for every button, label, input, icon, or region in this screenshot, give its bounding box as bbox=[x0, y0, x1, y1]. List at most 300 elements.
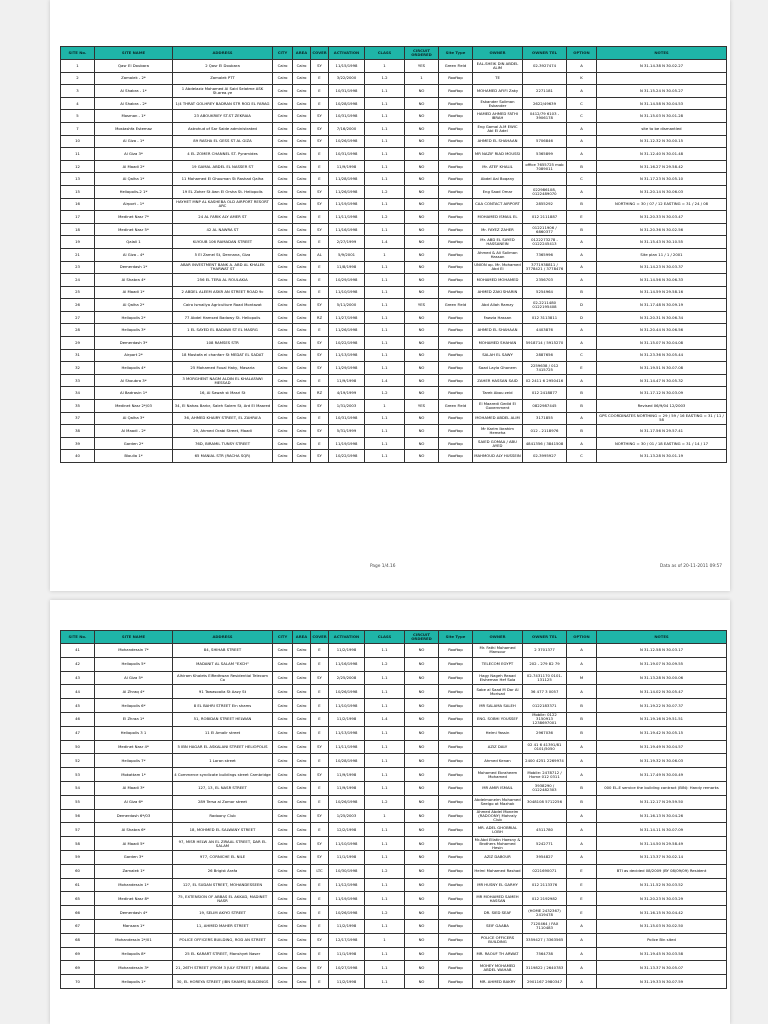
table-cell: YES bbox=[405, 400, 439, 413]
table-cell: Rooftop bbox=[439, 740, 473, 754]
table-cell: NO bbox=[405, 223, 439, 236]
table-cell: NO bbox=[405, 261, 439, 274]
table-cell: N 31.12.17 N 29.59.50 bbox=[597, 795, 727, 809]
table-cell: 11/13/1998 bbox=[329, 726, 365, 740]
table-cell: Cairo bbox=[273, 425, 293, 438]
table-cell: N 31.14.58 N 30.04.53 bbox=[597, 97, 727, 110]
table-cell: AHMED ZAKI SHARIN bbox=[473, 286, 523, 299]
table-cell: TE bbox=[473, 72, 523, 85]
table-cell: Cairo bbox=[293, 337, 311, 350]
table-cell: Cairo bbox=[293, 726, 311, 740]
table-cell: Heliopolis 2* bbox=[95, 311, 173, 324]
table-cell: 70 bbox=[61, 975, 95, 989]
table-cell: RZ bbox=[311, 387, 329, 400]
table-cell: Cairo bbox=[273, 248, 293, 261]
table-cell: 256 EL TERA AL ROULAKIA bbox=[173, 274, 273, 287]
table-cell: TELECOM EGYPT bbox=[473, 657, 523, 671]
table-cell: NO bbox=[405, 324, 439, 337]
column-header: Site Type bbox=[439, 47, 473, 60]
table-cell: NO bbox=[405, 185, 439, 198]
table-cell: N 31.19.07 N 30.09.55 bbox=[597, 657, 727, 671]
table-cell: 2967036 bbox=[523, 726, 567, 740]
table-cell: 012 2111887 bbox=[523, 211, 567, 224]
table-row bbox=[61, 274, 727, 287]
table-cell: Bloulia 1* bbox=[95, 450, 173, 463]
table-cell: Cairo bbox=[293, 425, 311, 438]
table-cell: 7365996 bbox=[523, 248, 567, 261]
column-header: CLASS bbox=[365, 47, 405, 60]
table-cell: E bbox=[311, 211, 329, 224]
table-cell: Rooftop bbox=[439, 657, 473, 671]
table-cell: NO bbox=[405, 274, 439, 287]
table-cell: NO bbox=[405, 437, 439, 450]
table-cell: Astrohud of Sar Saide administrated bbox=[173, 122, 273, 135]
table-cell: 4 Commerce syndicate buildings street Cambridge bbox=[173, 768, 273, 782]
table-cell: 1.1 bbox=[365, 110, 405, 123]
table-cell: 1.1 bbox=[365, 223, 405, 236]
table-cell: 1.1 bbox=[365, 685, 405, 699]
table-cell: M bbox=[567, 671, 597, 685]
table-cell: 35 bbox=[61, 400, 95, 413]
table-cell: 012 - 2118976 bbox=[523, 425, 567, 438]
table-cell: NO bbox=[405, 712, 439, 726]
table-cell: Cairo bbox=[273, 961, 293, 975]
table-cell: Cairo bbox=[273, 809, 293, 823]
table-cell: E bbox=[311, 236, 329, 249]
table-cell: Cairo bbox=[273, 878, 293, 892]
table-cell: SY bbox=[311, 110, 329, 123]
table-cell: NO bbox=[405, 644, 439, 658]
column-header: ADDRESS bbox=[173, 47, 273, 60]
table-cell: Cairo bbox=[273, 740, 293, 754]
document-page-2 bbox=[50, 600, 730, 1024]
table-cell: A bbox=[567, 657, 597, 671]
table-cell: 4511780 bbox=[523, 823, 567, 837]
table-cell: Cairo bbox=[273, 864, 293, 878]
table-cell: 11/15/1998 bbox=[329, 60, 365, 73]
table-cell: RZ bbox=[311, 311, 329, 324]
table-cell: NO bbox=[405, 726, 439, 740]
table-cell: 23 ABOUKRIEY ST.ST ZEKRAIA bbox=[173, 110, 273, 123]
table-cell: 5/9/2001 bbox=[329, 248, 365, 261]
table-cell: Cairo bbox=[293, 274, 311, 287]
table-cell: NO bbox=[405, 349, 439, 362]
table-cell: 51, ROBIDAN STREET HELWAN bbox=[173, 712, 273, 726]
table-row bbox=[61, 362, 727, 375]
table-cell: N 31.17.48 N 30.09.19 bbox=[597, 299, 727, 312]
table-cell: Eskander Soliman Eskander bbox=[473, 97, 523, 110]
table-cell: B bbox=[567, 726, 597, 740]
column-header: CIRCUIT ORDERED bbox=[405, 47, 439, 60]
table-cell: 11/10/1998 bbox=[329, 286, 365, 299]
table-cell: Cairo bbox=[293, 85, 311, 98]
table-cell: N 31.13.28 N 30.01.19 bbox=[597, 450, 727, 463]
table-cell: 1.1 bbox=[365, 412, 405, 425]
table-cell: 11/19/1998 bbox=[329, 198, 365, 211]
table-cell: A bbox=[567, 60, 597, 73]
table-cell bbox=[523, 173, 567, 186]
table-cell: Cairo bbox=[293, 644, 311, 658]
table-cell: 2400 4251 2269974 bbox=[523, 754, 567, 768]
table-cell: 53 bbox=[61, 768, 95, 782]
table-cell: Rooftop bbox=[439, 261, 473, 274]
table-cell: Site plan 11 / 1 / 2001 bbox=[597, 248, 727, 261]
table-cell: 40 bbox=[61, 450, 95, 463]
table-cell: 1.1 bbox=[365, 135, 405, 148]
table-cell: Rooftop bbox=[439, 975, 473, 989]
table-cell: 11/10/1998 bbox=[329, 699, 365, 713]
table-cell: Rooftop bbox=[439, 685, 473, 699]
table-cell: 1 bbox=[365, 400, 405, 413]
table-cell: N 31.14.50 N 29.58.49 bbox=[597, 837, 727, 851]
table-cell: 2887656 bbox=[523, 349, 567, 362]
table-cell: Garden 3* bbox=[95, 850, 173, 864]
table-cell: Heliopolis 4* bbox=[95, 362, 173, 375]
table-cell: Rooftop bbox=[439, 337, 473, 350]
table-cell: N 31.17.23 N 30.05.10 bbox=[597, 173, 727, 186]
table-cell: 1 bbox=[405, 72, 439, 85]
table-cell: E bbox=[311, 85, 329, 98]
table-cell: 7/16/2000 bbox=[329, 122, 365, 135]
table-cell: 11/29/1998 bbox=[329, 362, 365, 375]
table-cell: 1.1 bbox=[365, 878, 405, 892]
table-cell: 1.1 bbox=[365, 781, 405, 795]
table-cell: Rooftop bbox=[439, 425, 473, 438]
table-cell: 34, El Nahas Barbr, Saleh Salem St, Ard El Maared bbox=[173, 400, 273, 413]
table-cell: GPS COORDINATES NORTHING = 29 / 59 / 16 EASTING = 31 / 11 / 58 bbox=[597, 412, 727, 425]
table-cell: NO bbox=[405, 837, 439, 851]
table-cell: N 31.23.36 N 30.05.44 bbox=[597, 349, 727, 362]
table-cell: 11/2/1998 bbox=[329, 644, 365, 658]
table-cell: 02 2411 6 2950416 bbox=[523, 374, 567, 387]
table-cell: N 31.19.45 N 30.03.58 bbox=[597, 947, 727, 961]
table-cell: Cairo bbox=[273, 72, 293, 85]
table-cell: Al Maadi 5* bbox=[95, 837, 173, 851]
table-cell: 1.1 bbox=[365, 299, 405, 312]
table-row bbox=[61, 919, 727, 933]
table-cell: SY bbox=[311, 837, 329, 851]
table-row bbox=[61, 173, 727, 186]
table-cell: Cairo bbox=[273, 712, 293, 726]
page-number: Page 1/4.16 bbox=[370, 564, 396, 569]
table-cell: 31 bbox=[61, 349, 95, 362]
table-row bbox=[61, 337, 727, 350]
column-header: CITY bbox=[273, 631, 293, 644]
table-cell: Al Giza - 4* bbox=[95, 248, 173, 261]
table-cell: SY bbox=[311, 362, 329, 375]
column-header: NOTES bbox=[597, 631, 727, 644]
table-cell: Abd Allah Ramzy bbox=[473, 299, 523, 312]
table-cell: SY bbox=[311, 450, 329, 463]
table-cell: Heliopolis 5* bbox=[95, 657, 173, 671]
table-cell: 1.1 bbox=[365, 699, 405, 713]
table-cell: Medinet Nasr 7* bbox=[95, 211, 173, 224]
table-cell: B bbox=[567, 712, 597, 726]
table-cell: 25 EL KARART STREET, Manshyet Naser bbox=[173, 947, 273, 961]
table-cell: Cairo bbox=[273, 947, 293, 961]
table-cell: E bbox=[311, 919, 329, 933]
table-row bbox=[61, 450, 727, 463]
table-cell: 1.1 bbox=[365, 173, 405, 186]
table-cell: Cairo bbox=[273, 795, 293, 809]
table-cell: Cairo Ismailya Agriculture Road Montazat bbox=[173, 299, 273, 312]
table-cell: 10/22/1998 bbox=[329, 337, 365, 350]
table-cell: SY bbox=[311, 349, 329, 362]
table-header-row bbox=[61, 631, 727, 644]
table-cell: E bbox=[311, 878, 329, 892]
table-cell: Heliopolis 6* bbox=[95, 699, 173, 713]
table-cell: 11/9/1998 bbox=[329, 781, 365, 795]
table-cell: Cairo bbox=[293, 286, 311, 299]
table-cell: 11/11/1998 bbox=[329, 740, 365, 754]
column-header: ADDRESS bbox=[173, 631, 273, 644]
table-cell: SY bbox=[311, 122, 329, 135]
table-cell: C bbox=[567, 450, 597, 463]
table-cell: (HOME 2432367) 2419478 bbox=[523, 906, 567, 920]
table-cell: 1.1 bbox=[365, 122, 405, 135]
table-cell: AHMED EL SHAHAAN bbox=[473, 324, 523, 337]
table-row bbox=[61, 878, 727, 892]
table-cell: Helmi Yassin bbox=[473, 726, 523, 740]
table-cell: 1/4 THRAT GOLHREY BADRAN STR ROD EL FARAG bbox=[173, 97, 273, 110]
table-cell: MADANIT AL SALAM "EXCH" bbox=[173, 657, 273, 671]
table-cell: N 31.12.40 N 30.01.48 bbox=[597, 148, 727, 161]
table-cell: Cairo bbox=[273, 657, 293, 671]
table-cell: E bbox=[567, 906, 597, 920]
table-cell bbox=[523, 809, 567, 823]
table-cell: 2259638 / 012 7415725 bbox=[523, 362, 567, 375]
table-cell: Mohandessin 2*/01 bbox=[95, 933, 173, 947]
table-cell: KLYOUB 106 RAMADAN STREET bbox=[173, 236, 273, 249]
table-row bbox=[61, 740, 727, 754]
table-cell: A bbox=[567, 975, 597, 989]
table-cell: N 31.16.15 N 30.04.42 bbox=[597, 906, 727, 920]
table-cell: B bbox=[567, 387, 597, 400]
column-header: OPTION bbox=[567, 631, 597, 644]
table-cell: Cairo bbox=[293, 173, 311, 186]
table-cell: Mr. Fathi Mohamed Mansour bbox=[473, 644, 523, 658]
table-cell: Cairo bbox=[293, 850, 311, 864]
table-cell: SY bbox=[311, 400, 329, 413]
table-cell: Cairo bbox=[293, 947, 311, 961]
table-cell: Mohandessin 3* bbox=[95, 961, 173, 975]
table-cell: N 31.13.28 N 30.00.06 bbox=[597, 671, 727, 685]
table-cell: Al Shabra - 2* bbox=[95, 97, 173, 110]
table-cell: MR NAZIF RIAD MOUSSI bbox=[473, 148, 523, 161]
table-cell: Cairo bbox=[293, 185, 311, 198]
table-cell: A bbox=[567, 135, 597, 148]
table-cell: 1 Loran street bbox=[173, 754, 273, 768]
table-cell: Cairo bbox=[293, 211, 311, 224]
table-row bbox=[61, 374, 727, 387]
table-cell: 1.1 bbox=[365, 947, 405, 961]
table-cell: Rooftop bbox=[439, 671, 473, 685]
table-cell: Cairo bbox=[293, 795, 311, 809]
table-cell: Al Giza - 1* bbox=[95, 135, 173, 148]
table-cell: A bbox=[567, 740, 597, 754]
table-cell: Cairo bbox=[273, 754, 293, 768]
table-cell: 1.1 bbox=[365, 425, 405, 438]
table-cell: 26 Brigist Arafa bbox=[173, 864, 273, 878]
table-cell: 16 bbox=[61, 198, 95, 211]
table-cell: 1.4 bbox=[365, 712, 405, 726]
table-cell: Cairo bbox=[293, 975, 311, 989]
table-cell: A bbox=[567, 374, 597, 387]
table-cell: N 31.14.56 N 30.06.33 bbox=[597, 274, 727, 287]
table-cell: 4403876 bbox=[523, 324, 567, 337]
table-row bbox=[61, 60, 727, 73]
table-cell: Mohandessin 7* bbox=[95, 644, 173, 658]
table-cell: 02-3927474 bbox=[523, 60, 567, 73]
table-cell: A bbox=[567, 324, 597, 337]
table-cell: NO bbox=[405, 823, 439, 837]
table-cell: 97, MISR HELW AN EL ZIRAAL STREET, DAR EL SALAM bbox=[173, 837, 273, 851]
table-cell: A bbox=[567, 685, 597, 699]
table-cell: 36 477 3 0057 bbox=[523, 685, 567, 699]
table-cell: B bbox=[567, 699, 597, 713]
table-cell: Rooftop bbox=[439, 712, 473, 726]
table-cell: E bbox=[311, 726, 329, 740]
table-cell: 10/31/1998 bbox=[329, 148, 365, 161]
table-cell: Cairo bbox=[273, 906, 293, 920]
table-cell: 02-3995927 bbox=[523, 450, 567, 463]
table-cell: Medinet Nasr 2*/03 bbox=[95, 400, 173, 413]
table-cell: MR HUSNY EL GARHY bbox=[473, 878, 523, 892]
table-cell: MR MOHAMED SAMEH HASSAN bbox=[473, 892, 523, 906]
table-cell: Rooftop bbox=[439, 72, 473, 85]
table-cell: N 31.15.24 N 30.05.27 bbox=[597, 85, 727, 98]
table-cell: 1.2 bbox=[365, 906, 405, 920]
table-cell: SY bbox=[311, 223, 329, 236]
table-cell: 1 bbox=[61, 60, 95, 73]
table-cell: 29, Ahmed Orabi Street, Maadi bbox=[173, 425, 273, 438]
table-cell: Medinet Nasr 8* bbox=[95, 892, 173, 906]
table-cell: HAYHET MNP AL KASHEBA OLD AIRPORT RESORT ARC bbox=[173, 198, 273, 211]
site-list-table bbox=[60, 630, 727, 989]
table-cell: 10/26/1998 bbox=[329, 795, 365, 809]
table-cell: Cairo bbox=[273, 850, 293, 864]
table-cell: A bbox=[567, 274, 597, 287]
table-cell: N 31.20.23 N 30.03.29 bbox=[597, 892, 727, 906]
table-row bbox=[61, 198, 727, 211]
table-cell: Police Bin sited bbox=[597, 933, 727, 947]
table-cell: Cairo bbox=[293, 809, 311, 823]
table-cell: 10/31/1998 bbox=[329, 110, 365, 123]
table-cell: Mobile: 0122 3150913 1238697001 bbox=[523, 712, 567, 726]
table-cell bbox=[523, 72, 567, 85]
table-row bbox=[61, 712, 727, 726]
table-cell: Ahmed Kenan bbox=[473, 754, 523, 768]
table-cell: 68 bbox=[61, 933, 95, 947]
table-cell: Cairo bbox=[293, 299, 311, 312]
table-cell: Rooftop bbox=[439, 892, 473, 906]
table-cell: YES bbox=[405, 60, 439, 73]
table-cell: 19 GAMAL ABDEL EL NASSER ST bbox=[173, 160, 273, 173]
table-cell: Cairo bbox=[293, 906, 311, 920]
table-cell: Cairo bbox=[273, 450, 293, 463]
table-row bbox=[61, 110, 727, 123]
table-cell: 11/1/1998 bbox=[329, 850, 365, 864]
table-cell: Al Giza 6* bbox=[95, 795, 173, 809]
site-table-2 bbox=[60, 630, 726, 989]
table-cell: Garden 2* bbox=[95, 437, 173, 450]
table-cell: 11/9/1998 bbox=[329, 374, 365, 387]
table-cell: 58 bbox=[61, 837, 95, 851]
table-cell: 36, AHMED KHAIRY STREET, EL ZAHRA'A bbox=[173, 412, 273, 425]
table-cell: SY bbox=[311, 425, 329, 438]
table-cell: 1 bbox=[365, 809, 405, 823]
table-cell: E bbox=[311, 685, 329, 699]
table-cell: Cairo bbox=[273, 324, 293, 337]
table-cell: 11/2/1998 bbox=[329, 975, 365, 989]
table-cell: 2/27/1999 bbox=[329, 236, 365, 249]
table-cell: El Maaredi Gedid El Government bbox=[473, 400, 523, 413]
table-cell: 02-2211480 0122195408 bbox=[523, 299, 567, 312]
table-cell: 19 EL Zoher St Awn El Orsha St. Heliopolis bbox=[173, 185, 273, 198]
table-cell: Rooftop bbox=[439, 173, 473, 186]
table-cell: E bbox=[311, 657, 329, 671]
table-cell: Rooftop bbox=[439, 211, 473, 224]
table-cell: 23 bbox=[61, 261, 95, 274]
table-cell: NO bbox=[405, 768, 439, 782]
table-cell: AZIZ DABOUR bbox=[473, 850, 523, 864]
table-cell: B bbox=[567, 286, 597, 299]
table-cell: Rooftop bbox=[439, 110, 473, 123]
table-cell: 10/26/1998 bbox=[329, 685, 365, 699]
table-cell: Abdel Aal Boqany bbox=[473, 173, 523, 186]
table-cell: 0122273278 - 0122245413 bbox=[523, 236, 567, 249]
table-cell: Heliopolis 3 1 bbox=[95, 726, 173, 740]
table-cell: Rooftop bbox=[439, 236, 473, 249]
table-cell: YES bbox=[405, 299, 439, 312]
table-cell: NO bbox=[405, 933, 439, 947]
table-cell: 50 bbox=[61, 740, 95, 754]
table-cell: 11/19/1998 bbox=[329, 437, 365, 450]
table-cell: N 31.14.02 N 30.05.47 bbox=[597, 685, 727, 699]
table-cell: Zamalek 1* bbox=[95, 864, 173, 878]
table-cell: Cairo bbox=[273, 185, 293, 198]
table-row bbox=[61, 726, 727, 740]
table-cell: MOHEY MOHAMED ABDEL WAHAB bbox=[473, 961, 523, 975]
table-cell: N 31.20.36 N 30.02.56 bbox=[597, 223, 727, 236]
table-cell: 17 bbox=[61, 211, 95, 224]
table-row bbox=[61, 211, 727, 224]
table-cell: 11/2/1998 bbox=[329, 712, 365, 726]
table-cell: 1.1 bbox=[365, 450, 405, 463]
table-cell: 1.1 bbox=[365, 850, 405, 864]
table-cell: 46 bbox=[61, 712, 95, 726]
column-header: Site Type bbox=[439, 631, 473, 644]
table-cell: N 31.14.38 N 30.02.27 bbox=[597, 60, 727, 73]
table-cell: 3119822 / 2640783 bbox=[523, 961, 567, 975]
table-cell: Rooftop bbox=[439, 412, 473, 425]
table-cell: 10/31/1998 bbox=[329, 412, 365, 425]
table-cell: Cairo bbox=[273, 85, 293, 98]
table-cell: LTC bbox=[311, 864, 329, 878]
table-cell: 022986108, 0122489070 bbox=[523, 185, 567, 198]
table-row bbox=[61, 892, 727, 906]
table-cell: Al Maadi 3* bbox=[95, 781, 173, 795]
table-cell: 1.1 bbox=[365, 286, 405, 299]
table-cell: 34 bbox=[61, 387, 95, 400]
table-cell: EAL-SHEIK DIN ABDEL ALIM bbox=[473, 60, 523, 73]
table-cell: 69 bbox=[61, 947, 95, 961]
table-row bbox=[61, 425, 727, 438]
column-header: SITE No. bbox=[61, 47, 95, 60]
table-cell: Cairo bbox=[293, 311, 311, 324]
column-header: SITE NAME bbox=[95, 47, 173, 60]
table-cell: 16, Al Sawah st Masri St bbox=[173, 387, 273, 400]
